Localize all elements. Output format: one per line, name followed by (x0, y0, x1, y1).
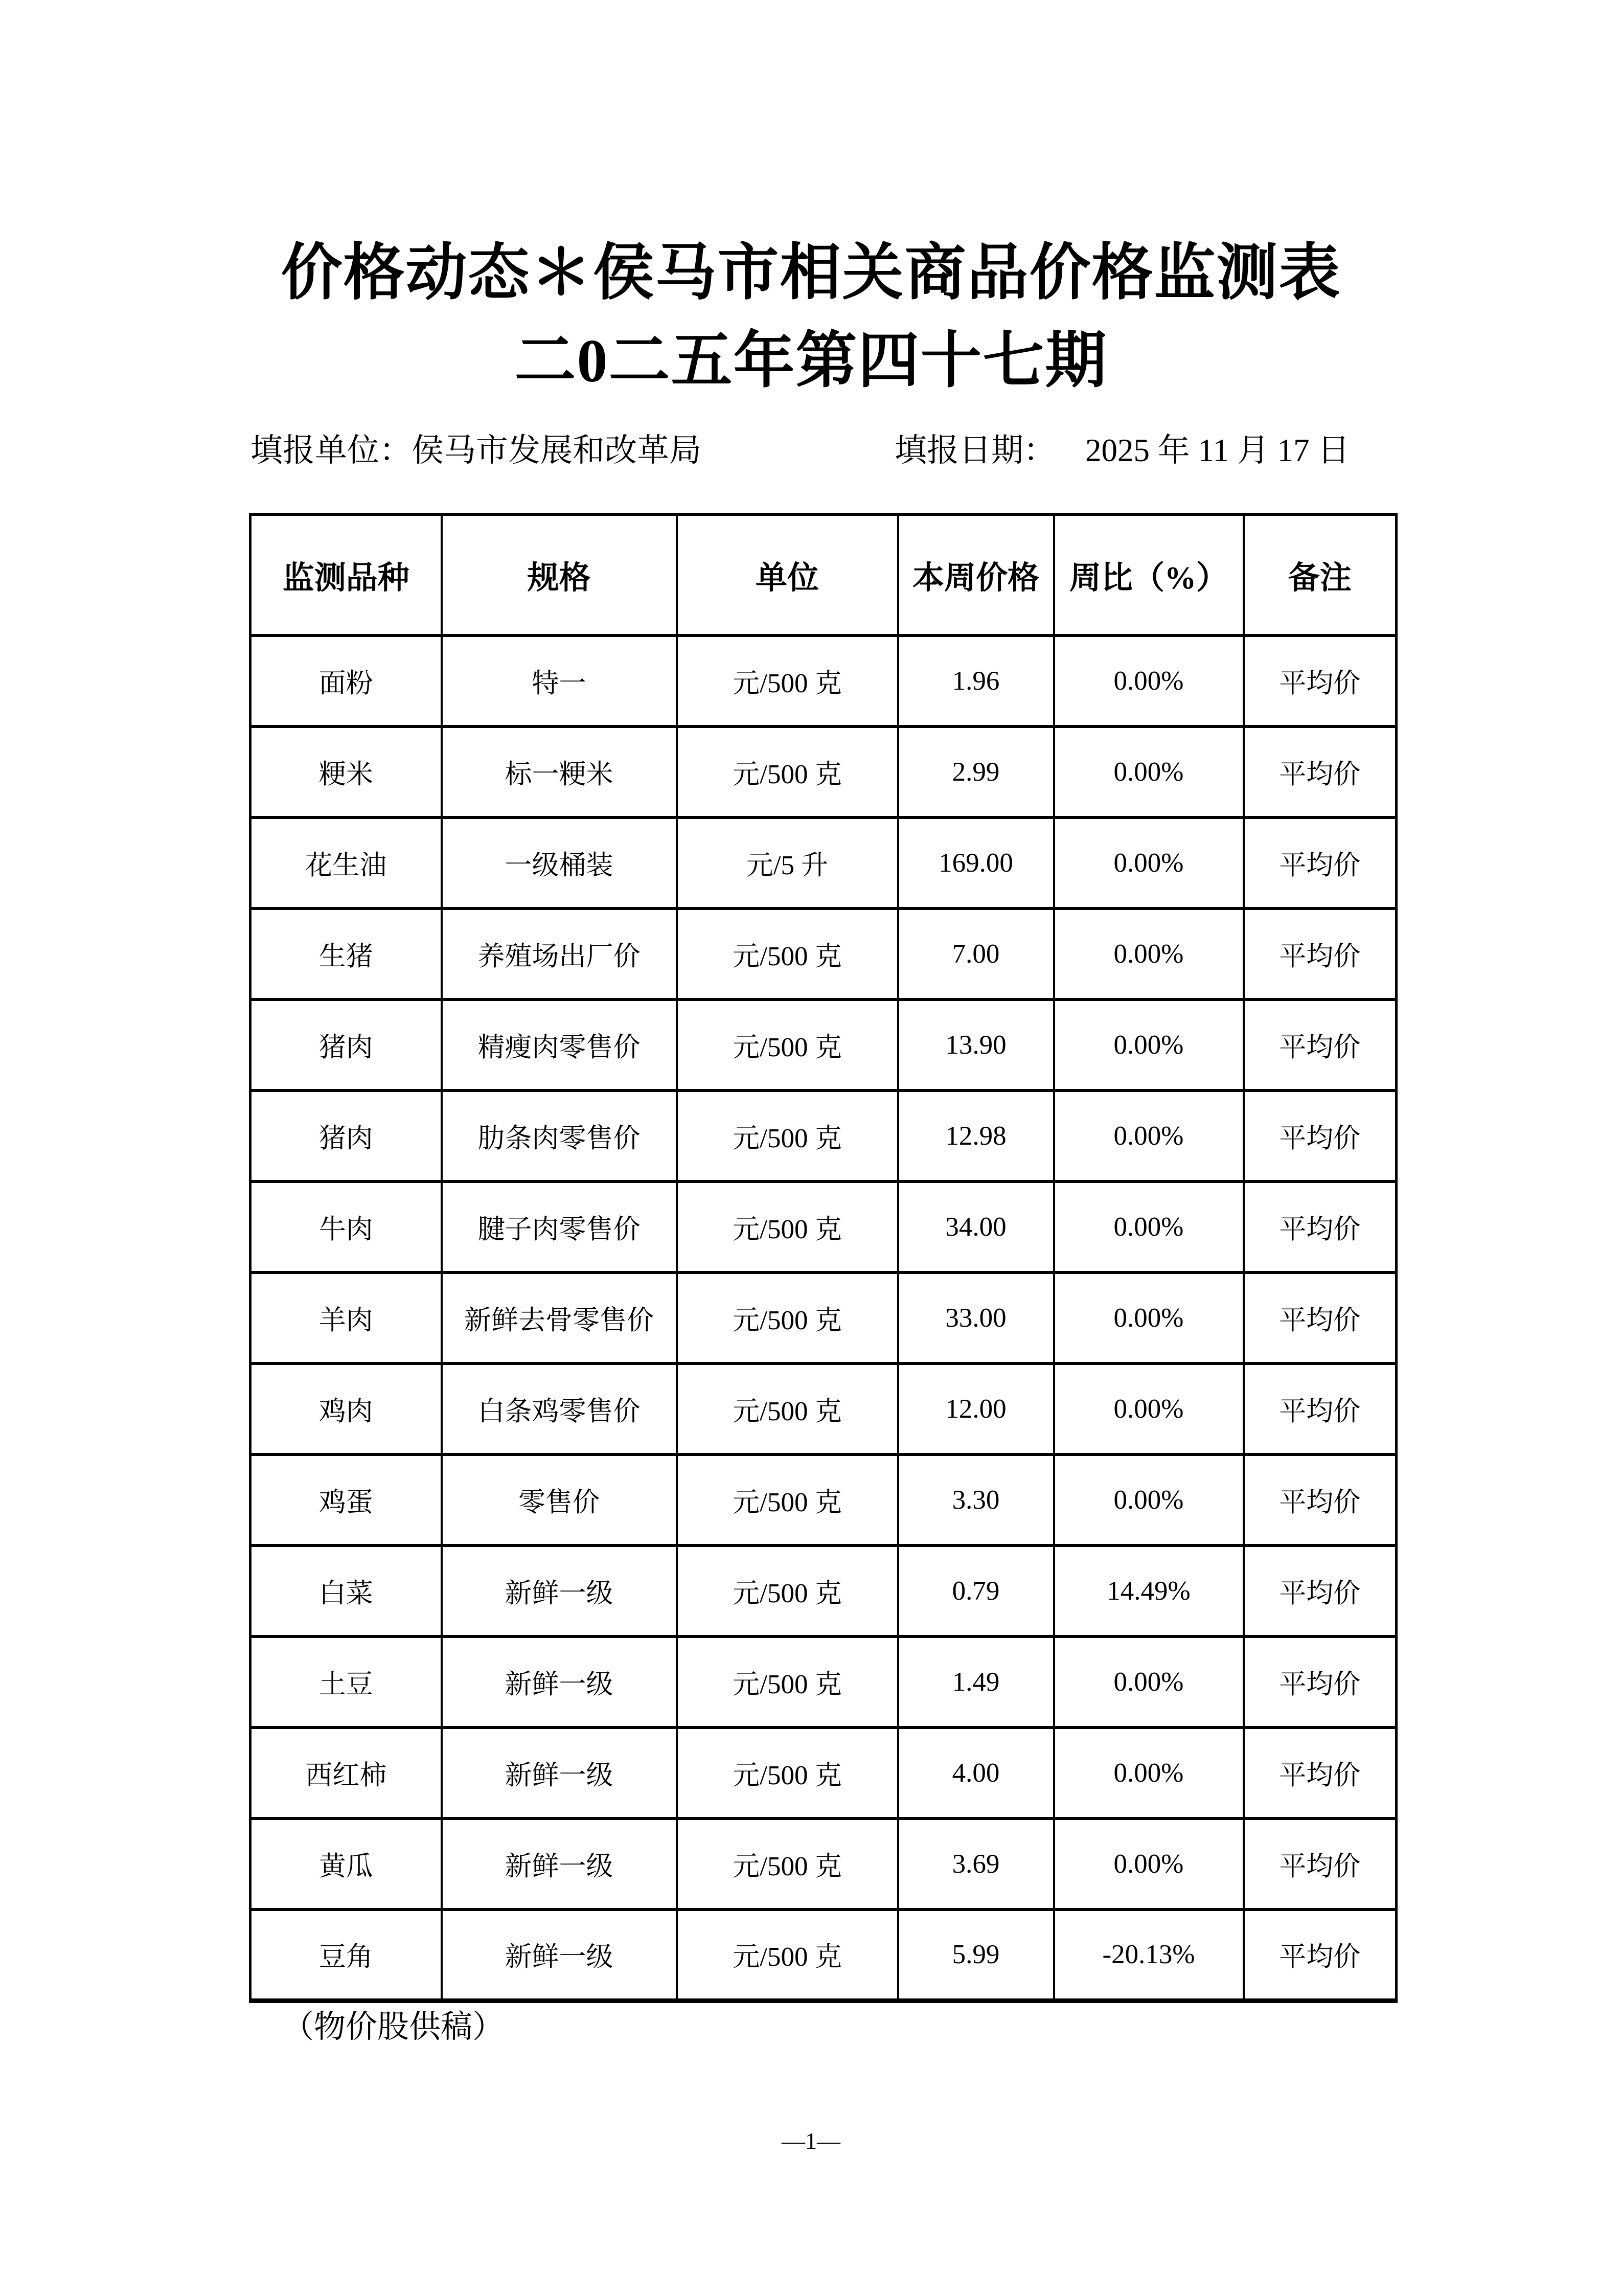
cell-note: 平均价 (1244, 1454, 1397, 1545)
report-unit-label: 填报单位： (250, 433, 412, 468)
cell-variety: 猪肉 (250, 999, 442, 1090)
report-unit (250, 428, 701, 472)
cell-spec: 腱子肉零售价 (442, 1181, 677, 1272)
cell-note: 平均价 (1244, 999, 1397, 1090)
cell-spec: 精瘦肉零售价 (442, 999, 677, 1090)
cell-price: 0.79 (898, 1545, 1054, 1636)
table-row (250, 1909, 1397, 2001)
cell-wow_pct: 0.00% (1054, 726, 1244, 817)
cell-spec: 新鲜一级 (442, 1636, 677, 1727)
cell-note: 平均价 (1244, 1363, 1397, 1454)
cell-price: 2.99 (898, 726, 1054, 817)
cell-wow_pct: 0.00% (1054, 999, 1244, 1090)
cell-variety: 土豆 (250, 1636, 442, 1727)
report-meta-row (0, 428, 1622, 472)
cell-note: 平均价 (1244, 1090, 1397, 1181)
cell-unit: 元/500 克 (677, 999, 898, 1090)
cell-spec: 新鲜一级 (442, 1727, 677, 1818)
cell-variety: 牛肉 (250, 1181, 442, 1272)
cell-unit: 元/500 克 (677, 726, 898, 817)
cell-price: 3.30 (898, 1454, 1054, 1545)
table-row (250, 1272, 1397, 1363)
table-row (250, 1727, 1397, 1818)
cell-note: 平均价 (1244, 726, 1397, 817)
column-header-price: 本周价格 (898, 514, 1054, 635)
table-row (250, 1181, 1397, 1272)
cell-unit: 元/500 克 (677, 1636, 898, 1727)
cell-wow_pct: 0.00% (1054, 817, 1244, 908)
cell-note: 平均价 (1244, 817, 1397, 908)
cell-note: 平均价 (1244, 1181, 1397, 1272)
cell-spec: 新鲜一级 (442, 1545, 677, 1636)
cell-price: 4.00 (898, 1727, 1054, 1818)
cell-unit: 元/5 升 (677, 817, 898, 908)
cell-spec: 养殖场出厂价 (442, 908, 677, 999)
cell-wow_pct: 0.00% (1054, 1090, 1244, 1181)
cell-price: 7.00 (898, 908, 1054, 999)
column-header-note: 备注 (1244, 514, 1397, 635)
cell-spec: 零售价 (442, 1454, 677, 1545)
table-row (250, 1454, 1397, 1545)
cell-note: 平均价 (1244, 1818, 1397, 1909)
cell-variety: 粳米 (250, 726, 442, 817)
table-row (250, 1818, 1397, 1909)
cell-price: 13.90 (898, 999, 1054, 1090)
cell-variety: 白菜 (250, 1545, 442, 1636)
cell-note: 平均价 (1244, 1545, 1397, 1636)
cell-variety: 豆角 (250, 1909, 442, 2001)
table-row (250, 1363, 1397, 1454)
cell-unit: 元/500 克 (677, 1909, 898, 2001)
column-header-wow_pct: 周比（%） (1054, 514, 1244, 635)
cell-unit: 元/500 克 (677, 1727, 898, 1818)
footer-note: （物价股供稿） (282, 2010, 505, 2044)
cell-wow_pct: 0.00% (1054, 1636, 1244, 1727)
cell-spec: 新鲜一级 (442, 1909, 677, 2001)
price-table (249, 513, 1398, 2003)
page-title-line2: 二0二五年第四十七期 (514, 327, 1108, 395)
cell-wow_pct: 0.00% (1054, 1727, 1244, 1818)
cell-variety: 鸡肉 (250, 1363, 442, 1454)
header-row (250, 514, 1397, 635)
cell-price: 1.49 (898, 1636, 1054, 1727)
cell-wow_pct: 0.00% (1054, 635, 1244, 726)
table-row (250, 1090, 1397, 1181)
cell-unit: 元/500 克 (677, 1818, 898, 1909)
cell-wow_pct: 0.00% (1054, 1818, 1244, 1909)
cell-wow_pct: 0.00% (1054, 1363, 1244, 1454)
cell-variety: 花生油 (250, 817, 442, 908)
cell-variety: 鸡蛋 (250, 1454, 442, 1545)
table-row (250, 817, 1397, 908)
cell-wow_pct: 0.00% (1054, 908, 1244, 999)
report-date-label: 填报日期： (895, 433, 1056, 468)
cell-note: 平均价 (1244, 1636, 1397, 1727)
cell-spec: 新鲜去骨零售价 (442, 1272, 677, 1363)
cell-unit: 元/500 克 (677, 1090, 898, 1181)
cell-price: 12.00 (898, 1363, 1054, 1454)
table-row (250, 1636, 1397, 1727)
cell-spec: 新鲜一级 (442, 1818, 677, 1909)
cell-spec: 一级桶装 (442, 817, 677, 908)
report-date-value: 2025 年 11 月 17 日 (1085, 433, 1350, 468)
price-table-body (250, 635, 1397, 2001)
cell-wow_pct: 0.00% (1054, 1454, 1244, 1545)
cell-price: 12.98 (898, 1090, 1054, 1181)
cell-variety: 猪肉 (250, 1090, 442, 1181)
cell-unit: 元/500 克 (677, 908, 898, 999)
cell-wow_pct: 0.00% (1054, 1272, 1244, 1363)
table-row (250, 726, 1397, 817)
page-number: —1— (782, 2128, 840, 2154)
cell-price: 169.00 (898, 817, 1054, 908)
price-table-head (250, 514, 1397, 635)
page-title-line1: 价格动态＊侯马市相关商品价格监测表 (281, 239, 1341, 307)
column-header-unit: 单位 (677, 514, 898, 635)
cell-wow_pct: 0.00% (1054, 1181, 1244, 1272)
cell-price: 1.96 (898, 635, 1054, 726)
column-header-spec: 规格 (442, 514, 677, 635)
cell-spec: 肋条肉零售价 (442, 1090, 677, 1181)
cell-note: 平均价 (1244, 1272, 1397, 1363)
cell-note: 平均价 (1244, 908, 1397, 999)
cell-variety: 西红柿 (250, 1727, 442, 1818)
table-row (250, 635, 1397, 726)
cell-unit: 元/500 克 (677, 1454, 898, 1545)
cell-unit: 元/500 克 (677, 635, 898, 726)
cell-variety: 面粉 (250, 635, 442, 726)
report-date (895, 428, 1350, 472)
cell-price: 5.99 (898, 1909, 1054, 2001)
cell-price: 33.00 (898, 1272, 1054, 1363)
cell-note: 平均价 (1244, 635, 1397, 726)
cell-unit: 元/500 克 (677, 1181, 898, 1272)
column-header-variety: 监测品种 (250, 514, 442, 635)
table-row (250, 999, 1397, 1090)
cell-variety: 黄瓜 (250, 1818, 442, 1909)
cell-wow_pct: 14.49% (1054, 1545, 1244, 1636)
cell-variety: 生猪 (250, 908, 442, 999)
page-title (0, 229, 1622, 405)
cell-price: 34.00 (898, 1181, 1054, 1272)
cell-unit: 元/500 克 (677, 1272, 898, 1363)
cell-unit: 元/500 克 (677, 1363, 898, 1454)
report-unit-value: 侯马市发展和改革局 (412, 433, 701, 468)
cell-spec: 标一粳米 (442, 726, 677, 817)
cell-spec: 特一 (442, 635, 677, 726)
cell-spec: 白条鸡零售价 (442, 1363, 677, 1454)
cell-note: 平均价 (1244, 1909, 1397, 2001)
table-row (250, 1545, 1397, 1636)
cell-variety: 羊肉 (250, 1272, 442, 1363)
table-row (250, 908, 1397, 999)
cell-unit: 元/500 克 (677, 1545, 898, 1636)
cell-note: 平均价 (1244, 1727, 1397, 1818)
cell-wow_pct: -20.13% (1054, 1909, 1244, 2001)
cell-price: 3.69 (898, 1818, 1054, 1909)
